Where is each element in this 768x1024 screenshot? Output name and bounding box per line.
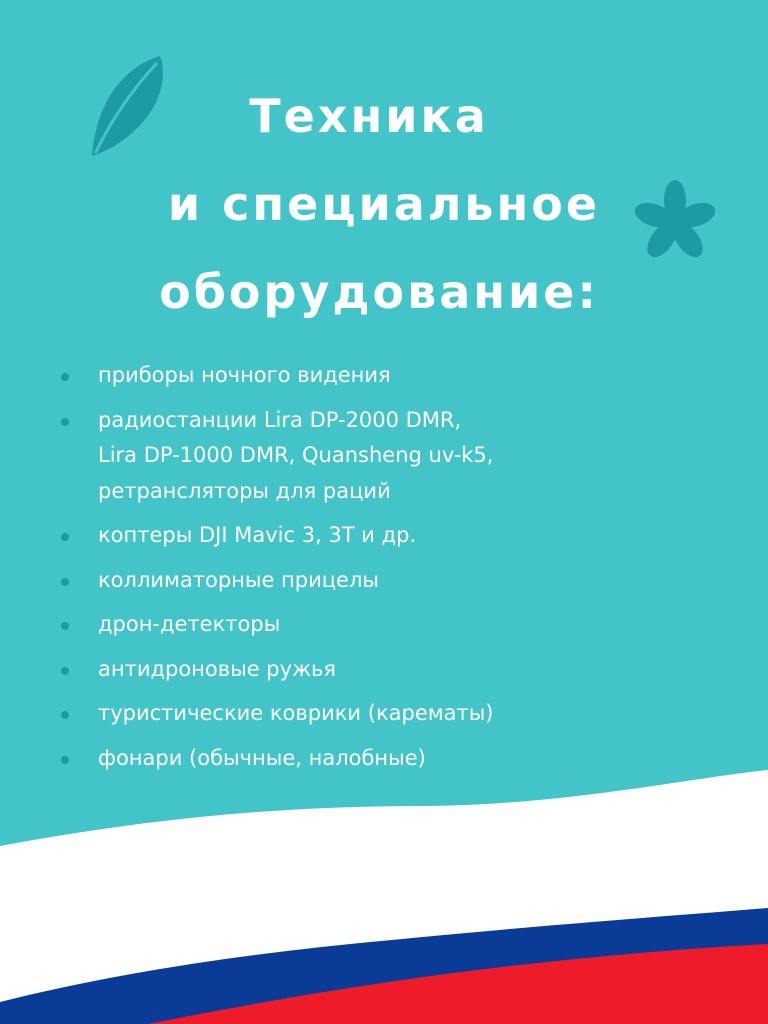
list-item-text: туристические коврики (карематы) — [98, 701, 494, 725]
title-line-1: Техника — [249, 89, 489, 143]
list-item-text: коптеры DJI Mavic 3, 3T и др. — [98, 523, 417, 547]
list-item-text: радиостанции Lira DP-2000 DMR, Lira DP-1000 DMR, Quansheng uv-k5, ретрансляторы для раций — [98, 407, 494, 503]
list-item-text: коллиматорные прицелы — [98, 567, 379, 592]
list-item-text: дрон-детекторы — [98, 612, 281, 636]
title-line-3: оборудование: — [159, 265, 599, 319]
list-item-text: приборы ночного видения — [98, 363, 391, 387]
list-item-text: фонари (обычные, налобные) — [98, 745, 426, 770]
title-line-2: и специальное — [167, 177, 601, 231]
list-item-text: антидроновые ружья — [98, 656, 336, 681]
